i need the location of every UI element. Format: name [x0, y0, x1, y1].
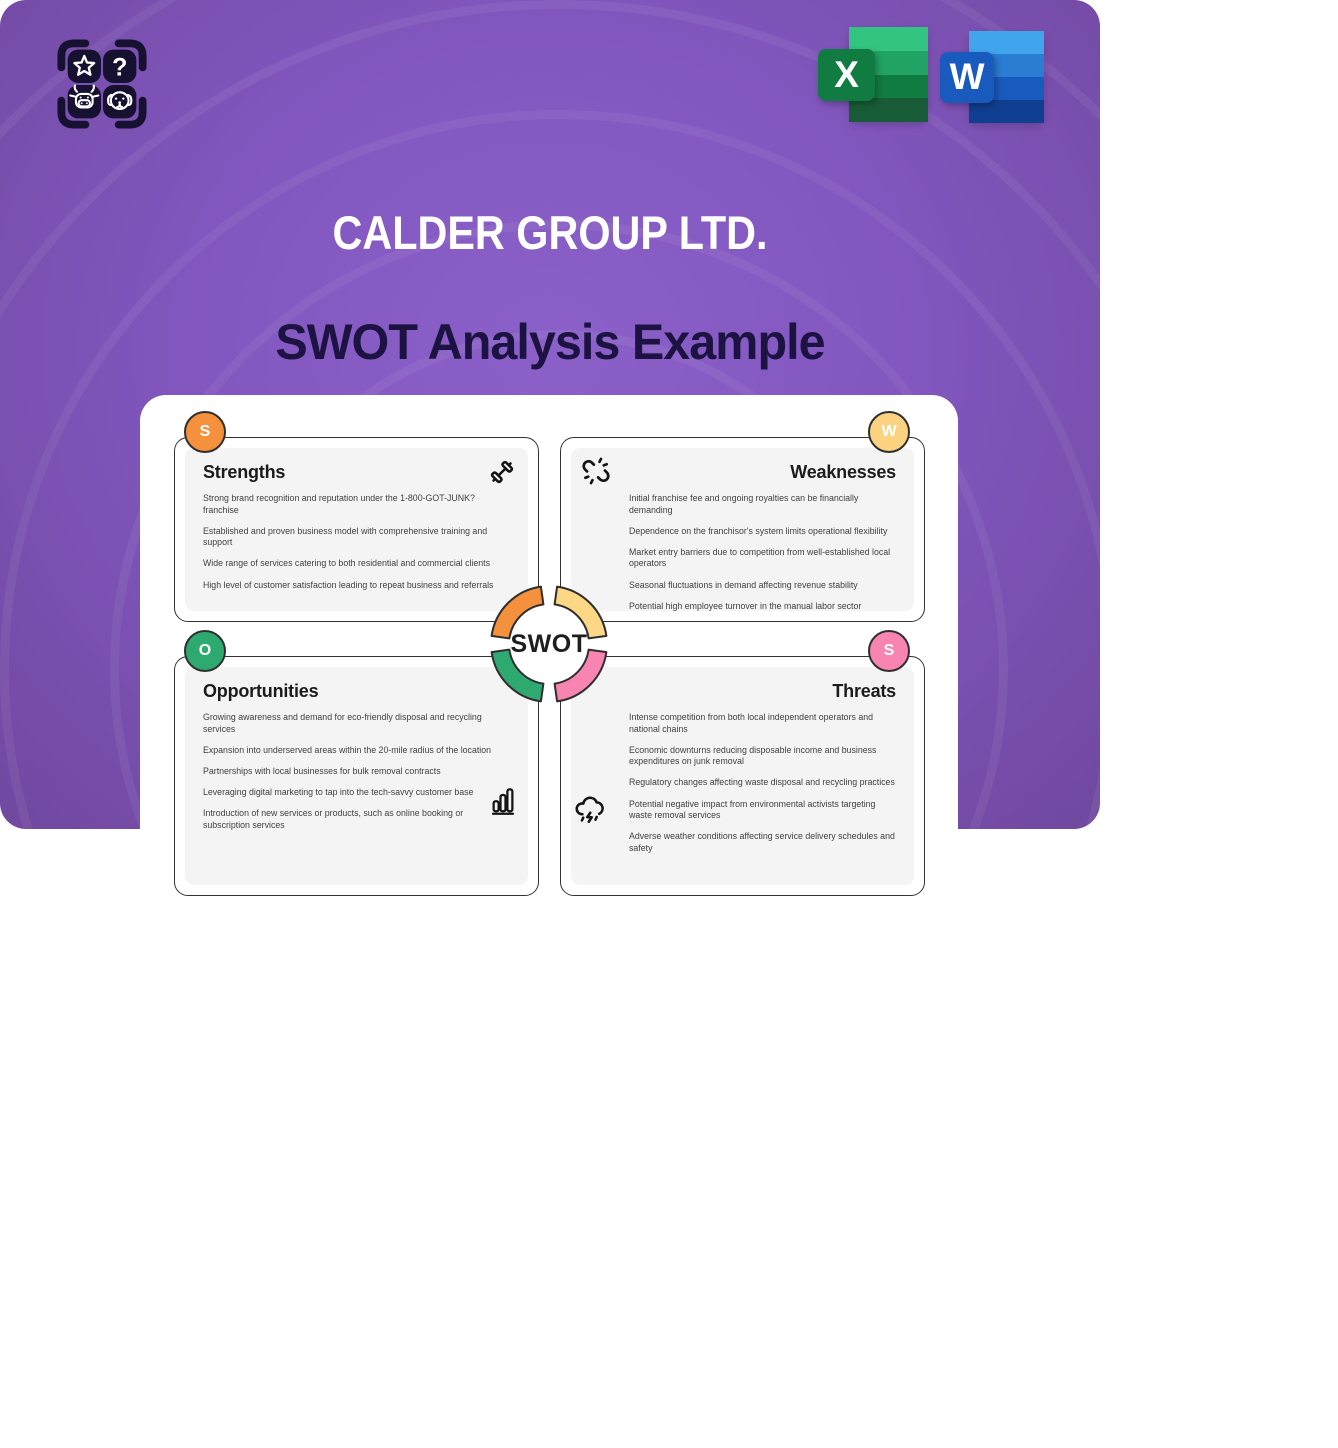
swot-bullet: Wide range of services catering to both residential and commercial clients	[203, 558, 491, 569]
excel-letter: X	[818, 49, 875, 101]
swot-bullet: Regulatory changes affecting waste disposal and recycling practices	[629, 777, 895, 788]
swot-bullet: Expansion into underserved areas within the 20-mile radius of the location	[203, 744, 492, 755]
page-title: SWOT Analysis Example	[275, 314, 825, 370]
weaknesses-panel	[560, 423, 925, 622]
swot-bullet: Growing awareness and demand for eco-friendly disposal and recycling services	[203, 712, 482, 734]
opportunities-title: Opportunities	[203, 681, 319, 701]
threats-panel	[560, 642, 925, 896]
bar-chart-icon	[488, 785, 518, 815]
svg-text:?: ?	[112, 53, 128, 82]
swot-bullet: Seasonal fluctuations in demand affecting revenue stability	[629, 579, 858, 590]
star-icon	[68, 50, 101, 83]
swot-bullet: Dependence on the franchisor's system limits operational flexibility	[629, 525, 888, 536]
swot-bullet: Intense competition from both local independent operators and national chains	[629, 712, 874, 734]
weaknesses-badge: W	[868, 411, 910, 453]
opportunities-panel	[174, 642, 539, 896]
swot-bullet: Introduction of new services or products, such as online booking or subscription services	[203, 808, 464, 830]
broken-link-icon	[579, 454, 613, 488]
strengths-bullet-list	[203, 493, 510, 591]
word-letter: W	[940, 52, 994, 103]
swot-bullet: Partnerships with local businesses for bulk removal contracts	[203, 765, 441, 776]
swot-bullet: Leveraging digital marketing to tap into the tech-savvy customer base	[203, 786, 474, 797]
swot-center-label: SWOT	[510, 629, 588, 658]
swot-bullet: Established and proven business model with comprehensive training and support	[203, 525, 488, 548]
swot-bullet: High level of customer satisfaction leading to repeat business and referrals	[203, 579, 494, 590]
weaknesses-title: Weaknesses	[790, 462, 896, 482]
strengths-panel	[174, 423, 539, 622]
opportunities-bullet-list	[203, 712, 510, 831]
swot-bullet: Strong brand recognition and reputation under the 1-800-GOT-JUNK? franchise	[203, 493, 475, 515]
swot-donut	[487, 582, 611, 706]
dumbbell-icon	[486, 456, 518, 488]
site-logo[interactable]	[52, 34, 152, 134]
cow-icon	[68, 85, 101, 118]
company-title: CALDER GROUP LTD.	[332, 206, 768, 259]
poster-background	[0, 0, 1100, 853]
swot-card	[140, 395, 958, 895]
swot-bullet: Adverse weather conditions affecting service delivery schedules and safety	[629, 831, 895, 853]
swot-bullet: Potential high employee turnover in the manual labor sector	[629, 600, 862, 611]
threats-bullet-list	[589, 712, 896, 854]
storm-cloud-icon	[573, 794, 609, 830]
threats-badge: S	[868, 630, 910, 672]
strengths-title: Strengths	[203, 462, 286, 482]
threats-title: Threats	[832, 681, 896, 701]
excel-file-icon[interactable]	[818, 27, 928, 122]
swot-bullet: Market entry barriers due to competition from well-established local operators	[629, 546, 891, 569]
word-file-icon[interactable]	[940, 31, 1044, 123]
weaknesses-bullet-list	[589, 493, 896, 612]
swot-bullet: Economic downturns reducing disposable income and business expenditures on junk removal	[629, 744, 877, 767]
opportunities-badge: O	[184, 630, 226, 672]
swot-bullet: Initial franchise fee and ongoing royalties can be financially demanding	[629, 493, 859, 515]
swot-bullet: Potential negative impact from environmental activists targeting waste removal services	[629, 798, 876, 821]
strengths-badge: S	[184, 411, 226, 453]
